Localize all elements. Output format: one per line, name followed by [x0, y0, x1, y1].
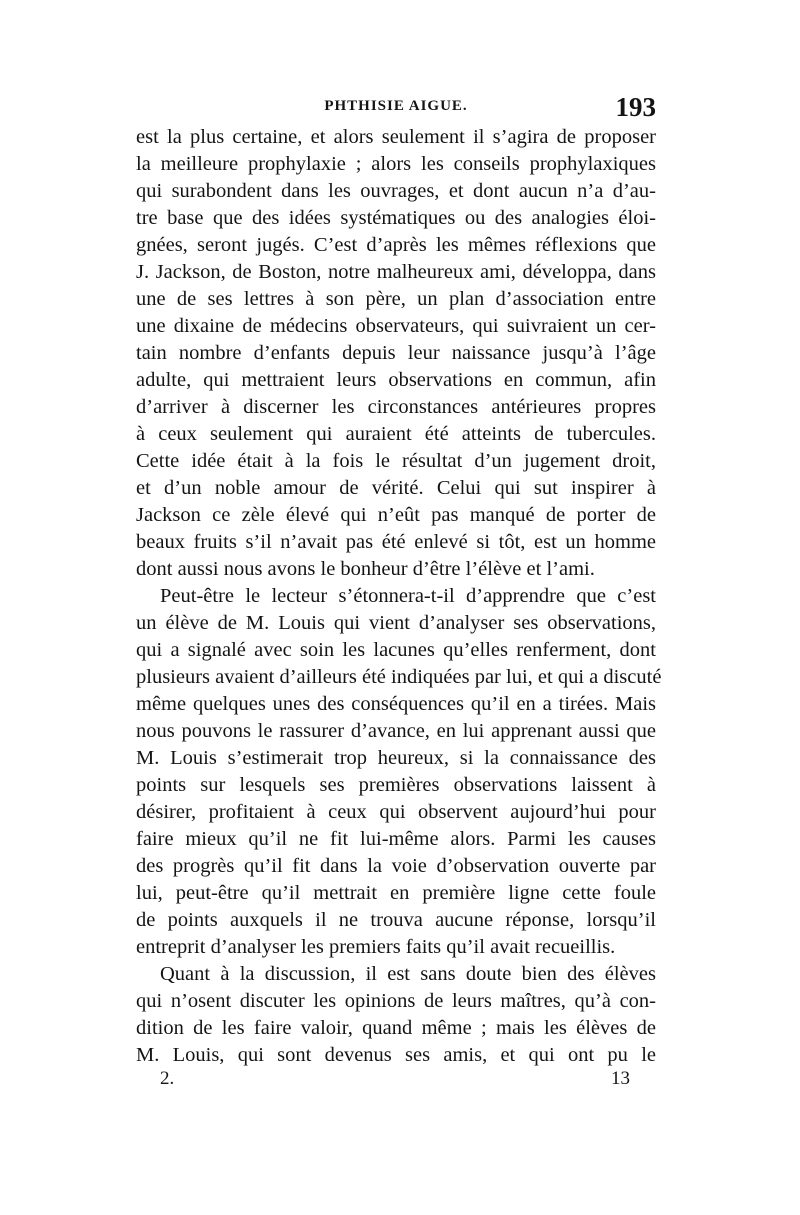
- text-line: et d’un noble amour de vérité. Celui qui sut inspirer à: [136, 477, 656, 499]
- text-line: nous pouvons le rassurer d’avance, en lui apprenant aussi que: [136, 720, 656, 742]
- running-head: [136, 92, 656, 126]
- text-line: beaux fruits s’il n’avait pas été enlevé si tôt, est un homme: [136, 531, 656, 553]
- sheet-number: 13: [611, 1068, 630, 1089]
- text-line: des progrès qu’il fit dans la voie d’observation ouverte par: [136, 855, 656, 877]
- text-line: Cette idée était à la fois le résultat d’un jugement droit,: [136, 450, 656, 472]
- text-line: points sur lesquels ses premières observations laissent à: [136, 774, 656, 796]
- text-line: la meilleure prophylaxie ; alors les conseils prophylaxiques: [136, 153, 656, 175]
- text-line: adulte, qui mettraient leurs observations en commun, afin: [136, 369, 656, 391]
- text-line: plusieurs avaient d’ailleurs été indiquées par lui, et qui a discuté: [136, 666, 662, 688]
- text-line: gnées, seront jugés. C’est d’après les mêmes réflexions que: [136, 234, 656, 256]
- text-line: une de ses lettres à son père, un plan d’association entre: [136, 288, 656, 310]
- signature-mark: 2.: [160, 1068, 175, 1089]
- text-line: à ceux seulement qui auraient été atteints de tubercules.: [136, 423, 656, 445]
- text-line: une dixaine de médecins observateurs, qui suivraient un cer-: [136, 315, 656, 337]
- text-line: M. Louis s’estimerait trop heureux, si la connaissance des: [136, 747, 656, 769]
- text-line: de points auxquels il ne trouva aucune réponse, lorsqu’il: [136, 909, 656, 931]
- text-line: Jackson ce zèle élevé qui n’eût pas manqué de porter de: [136, 504, 656, 526]
- text-line: M. Louis, qui sont devenus ses amis, et qui ont pu le: [136, 1044, 656, 1066]
- text-line: désirer, profitaient à ceux qui observent aujourd’hui pour: [136, 801, 656, 823]
- text-line: est la plus certaine, et alors seulement il s’agira de proposer: [136, 126, 656, 148]
- text-line: qui surabondent dans les ouvrages, et dont aucun n’a d’au-: [136, 180, 656, 202]
- text-line: entreprit d’analyser les premiers faits qu’il avait recueillis.: [136, 936, 616, 958]
- text-line: qui n’osent discuter les opinions de leurs maîtres, qu’à con-: [136, 990, 656, 1012]
- body-text: [136, 124, 662, 1069]
- text-line: qui a signalé avec soin les lacunes qu’elles renferment, dont: [136, 639, 656, 661]
- text-line: dition de les faire valoir, quand même ; mais les élèves de: [136, 1017, 656, 1039]
- text-line: dont aussi nous avons le bonheur d’être l’élève et l’ami.: [136, 558, 595, 580]
- page-number: 193: [615, 92, 656, 122]
- text-line: un élève de M. Louis qui vient d’analyser ses observations,: [136, 612, 656, 634]
- text-line: tre base que des idées systématiques ou des analogies éloi-: [136, 207, 656, 229]
- text-line: faire mieux qu’il ne fit lui-même alors. Parmi les causes: [136, 828, 656, 850]
- text-line: J. Jackson, de Boston, notre malheureux ami, développa, dans: [136, 261, 656, 283]
- text-line: Quant à la discussion, il est sans doute bien des élèves: [160, 963, 656, 985]
- text-line: Peut-être le lecteur s’étonnera-t-il d’apprendre que c’est: [160, 585, 656, 607]
- printer-signature: [160, 1068, 630, 1096]
- text-line: tain nombre d’enfants depuis leur naissance jusqu’à l’âge: [136, 342, 656, 364]
- text-line: même quelques unes des conséquences qu’il en a tirées. Mais: [136, 693, 656, 715]
- text-line: d’arriver à discerner les circonstances antérieures propres: [136, 396, 656, 418]
- running-title: PHTHISIE AIGUE.: [324, 98, 468, 114]
- text-line: lui, peut-être qu’il mettrait en première ligne cette foule: [136, 882, 656, 904]
